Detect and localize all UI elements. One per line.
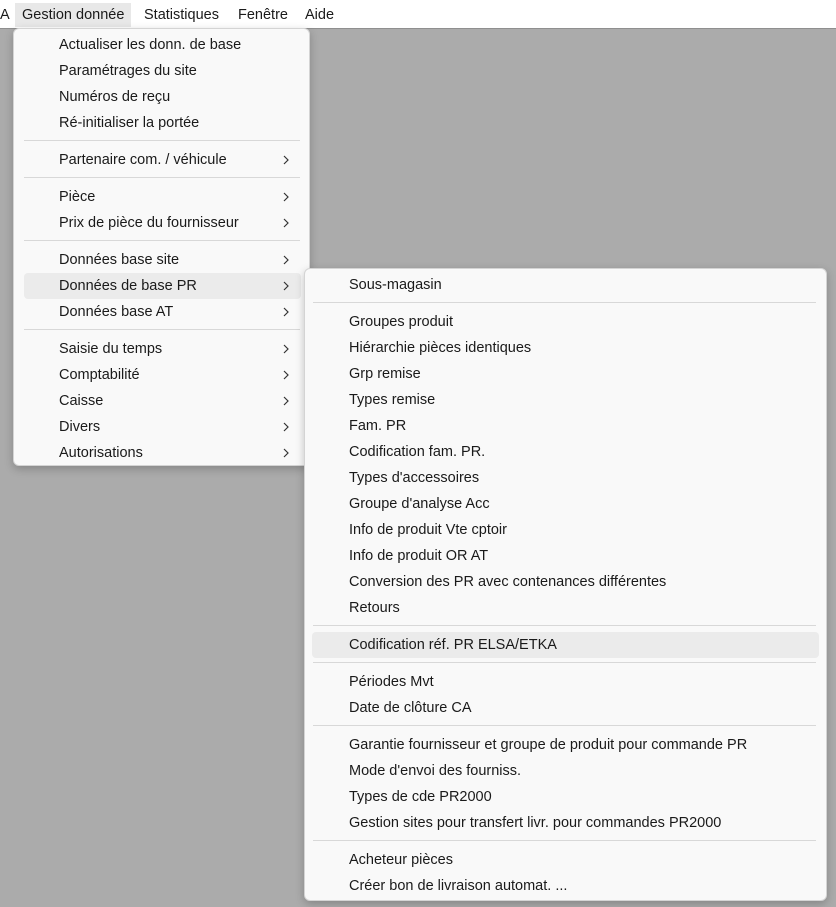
chevron-right-icon <box>280 336 292 362</box>
submenu-item-acheteur-pieces[interactable] <box>312 847 819 873</box>
chevron-right-icon <box>280 299 292 325</box>
submenu-item-codification-elsa-etka[interactable] <box>312 632 819 658</box>
submenu-item-fam-pr[interactable] <box>312 413 819 439</box>
menu-item-divers[interactable] <box>24 414 301 440</box>
menu-item-saisie-temps[interactable] <box>24 336 301 362</box>
submenu-item-conversion-pr[interactable] <box>312 569 819 595</box>
menu-item-prix-piece-fournisseur[interactable] <box>24 210 301 236</box>
chevron-right-icon <box>280 210 292 236</box>
submenu-item-gestion-sites-transfert[interactable] <box>312 810 819 836</box>
menubar-item-a[interactable]: A <box>0 7 10 23</box>
menu-item-donnees-base-site[interactable] <box>24 247 301 273</box>
submenu-item-label: Info de produit Vte cptoir <box>349 522 507 538</box>
menu-item-autorisations[interactable] <box>24 440 301 466</box>
submenu-item-retours[interactable] <box>312 595 819 621</box>
menu-item-numeros-recu[interactable] <box>24 84 301 110</box>
menu-item-label: Divers <box>59 419 101 435</box>
menu-item-donnees-base-at[interactable] <box>24 299 301 325</box>
submenu-item-sous-magasin[interactable] <box>312 272 819 298</box>
menu-item-label: Saisie du temps <box>59 341 163 357</box>
menubar-item-aide[interactable]: Aide <box>305 7 335 23</box>
menu-item-label: Partenaire com. / véhicule <box>59 152 227 168</box>
submenu-item-types-remise[interactable] <box>312 387 819 413</box>
chevron-right-icon <box>280 362 292 388</box>
menu-item-piece[interactable] <box>24 184 301 210</box>
menu-item-label: Données base AT <box>59 304 174 320</box>
submenu-item-creer-bon-livraison[interactable] <box>312 873 819 899</box>
menu-item-label: Comptabilité <box>59 367 140 383</box>
chevron-right-icon <box>280 147 292 173</box>
submenu-item-label: Types d'accessoires <box>349 470 480 486</box>
menu-item-reinitialiser-portee[interactable] <box>24 110 301 136</box>
submenu-item-garantie-fournisseur[interactable] <box>312 732 819 758</box>
submenu-item-label: Hiérarchie pièces identiques <box>349 340 532 356</box>
menu-item-label: Prix de pièce du fournisseur <box>59 215 239 231</box>
menu-item-label: Autorisations <box>59 445 143 461</box>
submenu-item-label: Mode d'envoi des fourniss. <box>349 763 522 779</box>
menu-item-donnees-base-pr[interactable] <box>24 273 301 299</box>
menu-bar <box>0 0 836 29</box>
chevron-right-icon <box>280 388 292 414</box>
submenu-item-label: Grp remise <box>349 366 421 382</box>
menu-separator <box>313 302 816 303</box>
submenu-item-label: Gestion sites pour transfert livr. pour commandes PR2000 <box>349 815 722 831</box>
submenu-item-info-produit-or-at[interactable] <box>312 543 819 569</box>
submenu-item-date-cloture-ca[interactable] <box>312 695 819 721</box>
menu-item-parametrages-site[interactable] <box>24 58 301 84</box>
menu-separator <box>24 240 300 241</box>
submenu-item-groupes-produit[interactable] <box>312 309 819 335</box>
submenu-item-label: Acheteur pièces <box>349 852 453 868</box>
submenu-item-label: Sous-magasin <box>349 277 442 293</box>
menu-separator <box>24 140 300 141</box>
chevron-right-icon <box>280 247 292 273</box>
submenu-item-label: Info de produit OR AT <box>349 548 489 564</box>
submenu-item-label: Types remise <box>349 392 436 408</box>
submenu-item-grp-remise[interactable] <box>312 361 819 387</box>
menu-separator <box>24 177 300 178</box>
submenu-item-periodes-mvt[interactable] <box>312 669 819 695</box>
menu-separator <box>313 625 816 626</box>
menu-item-caisse[interactable] <box>24 388 301 414</box>
submenu-item-label: Conversion des PR avec contenances différentes <box>349 574 667 590</box>
chevron-right-icon <box>280 184 292 210</box>
chevron-right-icon <box>280 414 292 440</box>
gestion-donnee-menu <box>13 28 310 466</box>
donnees-base-pr-submenu <box>304 268 827 901</box>
chevron-right-icon <box>280 273 292 299</box>
menu-item-actualiser-donnees[interactable] <box>24 32 301 58</box>
submenu-item-hierarchie-pieces[interactable] <box>312 335 819 361</box>
menu-item-label: Données base site <box>59 252 180 268</box>
menu-item-label: Numéros de reçu <box>59 89 171 105</box>
menubar-item-gestion-donnee[interactable]: Gestion donnée <box>15 3 131 27</box>
submenu-item-label: Garantie fournisseur et groupe de produit pour commande PR <box>349 737 748 753</box>
submenu-item-label: Date de clôture CA <box>349 700 472 716</box>
submenu-item-label: Groupes produit <box>349 314 453 330</box>
menu-item-label: Pièce <box>59 189 96 205</box>
menu-separator <box>313 662 816 663</box>
menubar-item-fenetre[interactable]: Fenêtre <box>238 7 288 23</box>
submenu-item-groupe-analyse-acc[interactable] <box>312 491 819 517</box>
menu-item-label: Caisse <box>59 393 104 409</box>
menu-separator <box>313 840 816 841</box>
menu-item-comptabilite[interactable] <box>24 362 301 388</box>
submenu-item-label: Codification réf. PR ELSA/ETKA <box>349 637 557 653</box>
submenu-item-label: Codification fam. PR. <box>349 444 486 460</box>
submenu-item-label: Groupe d'analyse Acc <box>349 496 490 512</box>
menu-item-partenaire-vehicule[interactable] <box>24 147 301 173</box>
menu-item-label: Données de base PR <box>59 278 197 294</box>
menubar-item-statistiques[interactable]: Statistiques <box>144 7 219 23</box>
menu-item-label: Ré-initialiser la portée <box>59 115 200 131</box>
submenu-item-types-cde-pr2000[interactable] <box>312 784 819 810</box>
submenu-item-label: Types de cde PR2000 <box>349 789 492 805</box>
chevron-right-icon <box>280 440 292 466</box>
submenu-item-mode-envoi[interactable] <box>312 758 819 784</box>
menu-item-label: Paramétrages du site <box>59 63 197 79</box>
submenu-item-codification-fam-pr[interactable] <box>312 439 819 465</box>
submenu-item-label: Périodes Mvt <box>349 674 434 690</box>
submenu-item-types-accessoires[interactable] <box>312 465 819 491</box>
menu-separator <box>313 725 816 726</box>
submenu-item-label: Fam. PR <box>349 418 407 434</box>
submenu-item-label: Retours <box>349 600 400 616</box>
submenu-item-info-produit-vte[interactable] <box>312 517 819 543</box>
menu-separator <box>24 329 300 330</box>
submenu-item-label: Créer bon de livraison automat. ... <box>349 878 568 894</box>
menu-item-label: Actualiser les donn. de base <box>59 37 242 53</box>
